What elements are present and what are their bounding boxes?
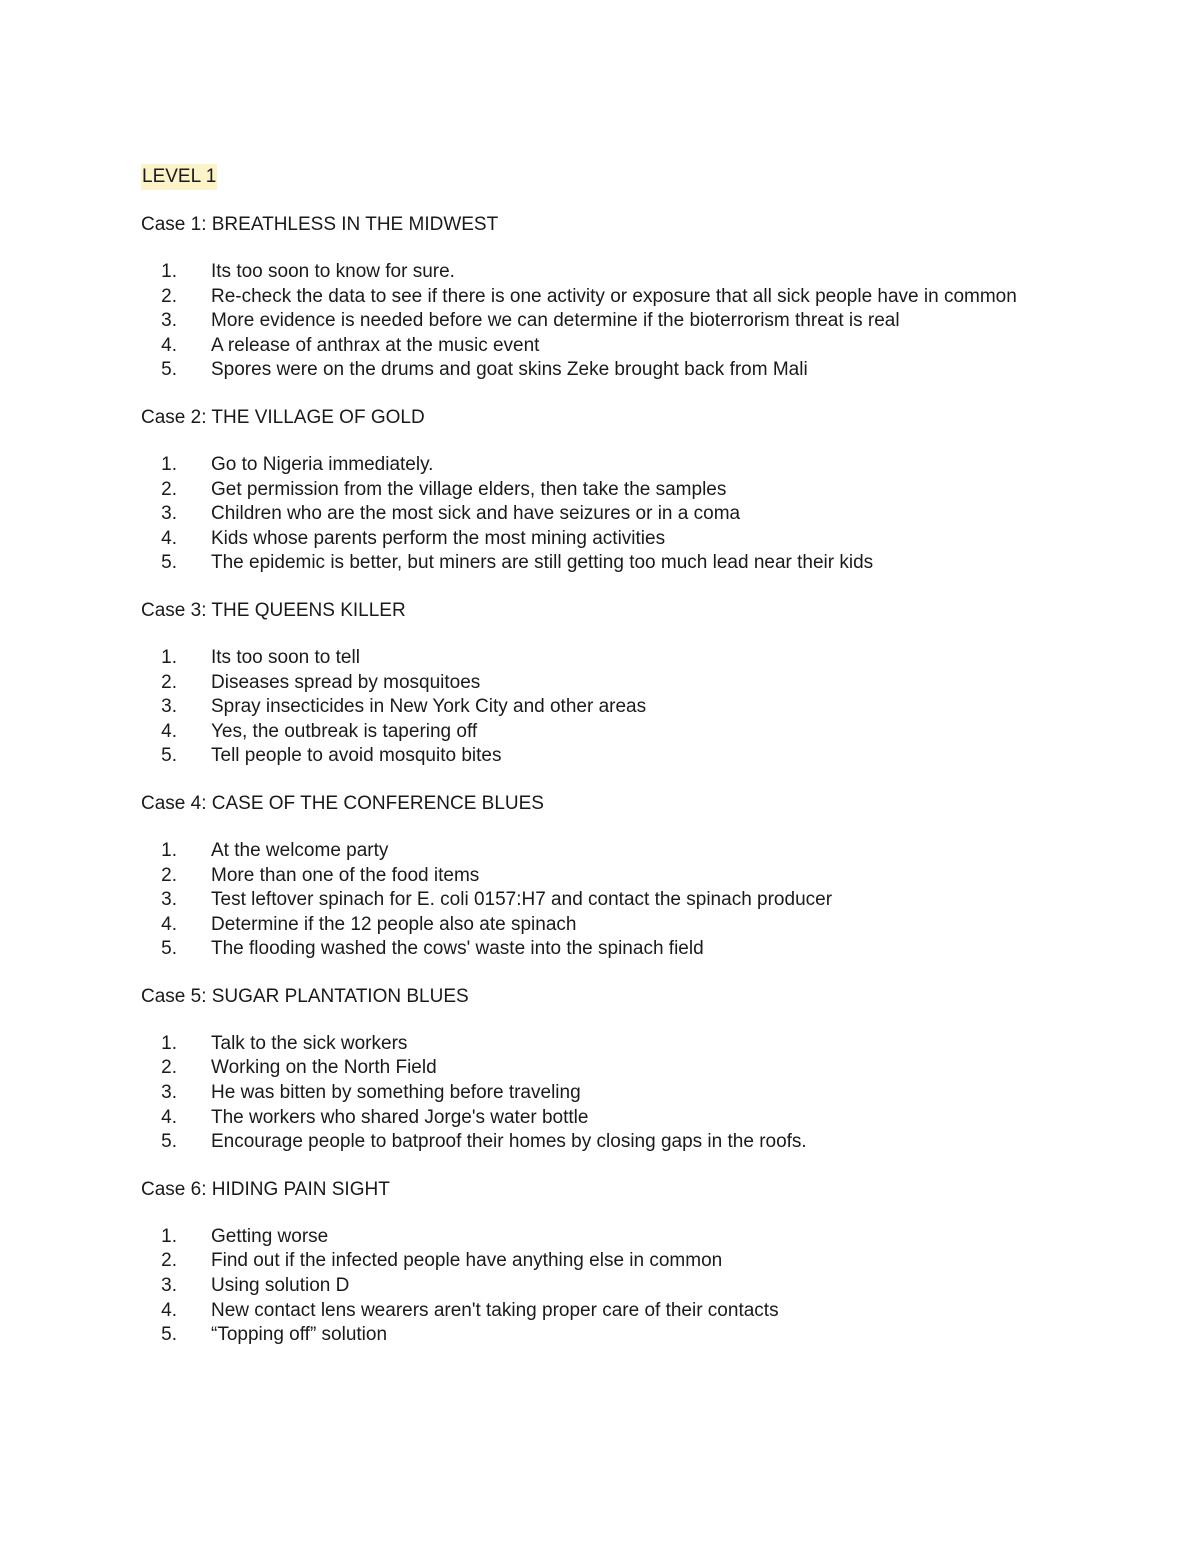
- list-item: [141, 646, 1141, 671]
- list-item: [141, 1032, 1141, 1057]
- list-item-number: 4.: [161, 1299, 177, 1321]
- document-page: [141, 164, 1141, 1348]
- list-item-number: 5.: [161, 745, 177, 767]
- case-block-6: [141, 1177, 1141, 1348]
- list-item-number: 5.: [161, 359, 177, 381]
- list-item: [141, 527, 1141, 552]
- case-block-5: [141, 984, 1141, 1155]
- list-item-text: “Topping off” solution: [211, 1324, 388, 1346]
- list-item: [141, 695, 1141, 720]
- list-item-text: Using solution D: [211, 1275, 350, 1297]
- list-item-text: Spray insecticides in New York City and other areas: [211, 696, 647, 718]
- list-item-number: 3.: [161, 1275, 177, 1297]
- list-item: [141, 260, 1141, 285]
- list-item: [141, 1106, 1141, 1131]
- list-item: [141, 1130, 1141, 1155]
- list-item-number: 4.: [161, 913, 177, 935]
- list-item-number: 1.: [161, 646, 177, 668]
- list-item: [141, 913, 1141, 938]
- case-block-2: [141, 405, 1141, 576]
- list-item-text: Its too soon to know for sure.: [211, 261, 455, 282]
- case-block-1: [141, 212, 1141, 383]
- list-item-text: Talk to the sick workers: [211, 1032, 408, 1054]
- list-item-number: 1.: [161, 1225, 177, 1247]
- list-item-number: 3.: [161, 310, 177, 332]
- list-item: [141, 744, 1141, 769]
- case-heading: Case 2: THE VILLAGE OF GOLD: [141, 406, 425, 428]
- list-item-text: Encourage people to batproof their homes by closing gaps in the roofs.: [211, 1131, 807, 1153]
- list-item-text: Spores were on the drums and goat skins Zeke brought back from Mali: [211, 359, 808, 381]
- case-block-4: [141, 791, 1141, 962]
- list-item-text: Kids whose parents perform the most mining activities: [211, 527, 666, 549]
- answer-list: [141, 1032, 1141, 1155]
- answer-list: [141, 646, 1141, 769]
- list-item-text: The workers who shared Jorge's water bottle: [211, 1106, 589, 1128]
- list-item-number: 1.: [161, 261, 177, 282]
- list-item-number: 5.: [161, 552, 177, 574]
- list-item: [141, 1249, 1141, 1274]
- list-item: [141, 671, 1141, 696]
- list-item: [141, 1225, 1141, 1250]
- list-item: [141, 1323, 1141, 1348]
- list-item-number: 3.: [161, 1082, 177, 1104]
- list-item: [141, 358, 1141, 383]
- list-item-text: A release of anthrax at the music event: [211, 334, 540, 356]
- list-item-text: Test leftover spinach for E. coli 0157:H7 and contact the spinach producer: [211, 889, 833, 911]
- list-item-number: 2.: [161, 285, 177, 307]
- list-item-number: 2.: [161, 671, 177, 693]
- list-item-text: More than one of the food items: [211, 864, 480, 886]
- list-item: [141, 309, 1141, 334]
- case-heading: Case 5: SUGAR PLANTATION BLUES: [141, 985, 469, 1007]
- case-heading: Case 4: CASE OF THE CONFERENCE BLUES: [141, 792, 544, 814]
- answer-list: [141, 453, 1141, 576]
- list-item-number: 4.: [161, 720, 177, 742]
- list-item: [141, 839, 1141, 864]
- case-heading: Case 6: HIDING PAIN SIGHT: [141, 1178, 390, 1200]
- list-item: [141, 720, 1141, 745]
- list-item-text: Go to Nigeria immediately.: [211, 453, 434, 475]
- list-item-text: Get permission from the village elders, then take the samples: [211, 478, 727, 500]
- list-item: [141, 1056, 1141, 1081]
- list-item-number: 5.: [161, 1131, 177, 1153]
- answer-list: [141, 839, 1141, 962]
- list-item-number: 5.: [161, 938, 177, 960]
- answer-list: [141, 260, 1141, 383]
- list-item-number: 2.: [161, 1250, 177, 1272]
- list-item: [141, 478, 1141, 503]
- list-item: [141, 1274, 1141, 1299]
- list-item-number: 4.: [161, 527, 177, 549]
- list-item-number: 5.: [161, 1324, 177, 1346]
- list-item: [141, 285, 1141, 310]
- level-title: LEVEL 1: [141, 164, 217, 190]
- list-item: [141, 1299, 1141, 1324]
- list-item-number: 3.: [161, 503, 177, 525]
- list-item-text: Find out if the infected people have anything else in common: [211, 1250, 723, 1272]
- list-item-number: 1.: [161, 453, 177, 475]
- list-item-text: At the welcome party: [211, 839, 389, 861]
- list-item-text: More evidence is needed before we can determine if the bioterrorism threat is real: [211, 310, 900, 332]
- list-item-text: Getting worse: [211, 1225, 329, 1247]
- list-item-number: 1.: [161, 839, 177, 861]
- list-item-number: 1.: [161, 1032, 177, 1054]
- list-item-text: Determine if the 12 people also ate spinach: [211, 913, 577, 935]
- case-heading: Case 3: THE QUEENS KILLER: [141, 599, 406, 621]
- list-item: [141, 937, 1141, 962]
- list-item-number: 2.: [161, 864, 177, 886]
- list-item-text: Children who are the most sick and have seizures or in a coma: [211, 503, 741, 525]
- list-item-number: 2.: [161, 478, 177, 500]
- list-item-text: Working on the North Field: [211, 1057, 437, 1079]
- list-item: [141, 453, 1141, 478]
- list-item: [141, 888, 1141, 913]
- list-item-number: 4.: [161, 334, 177, 356]
- cases-list: [141, 212, 1141, 1348]
- list-item-text: Diseases spread by mosquitoes: [211, 671, 481, 693]
- list-item-text: Re-check the data to see if there is one activity or exposure that all sick people have in common: [211, 285, 1017, 307]
- case-heading: Case 1: BREATHLESS IN THE MIDWEST: [141, 214, 499, 235]
- list-item: [141, 334, 1141, 359]
- list-item-text: New contact lens wearers aren't taking proper care of their contacts: [211, 1299, 779, 1321]
- list-item-text: Its too soon to tell: [211, 646, 360, 668]
- case-block-3: [141, 598, 1141, 769]
- list-item-number: 3.: [161, 889, 177, 911]
- list-item: [141, 864, 1141, 889]
- list-item: [141, 551, 1141, 576]
- list-item-text: The flooding washed the cows' waste into the spinach field: [211, 938, 704, 960]
- list-item-text: Tell people to avoid mosquito bites: [211, 745, 502, 767]
- list-item-text: Yes, the outbreak is tapering off: [211, 720, 478, 742]
- list-item-text: He was bitten by something before traveling: [211, 1082, 581, 1104]
- list-item: [141, 502, 1141, 527]
- list-item-number: 3.: [161, 696, 177, 718]
- list-item: [141, 1081, 1141, 1106]
- answer-list: [141, 1225, 1141, 1348]
- list-item-number: 2.: [161, 1057, 177, 1079]
- list-item-text: The epidemic is better, but miners are still getting too much lead near their kids: [211, 552, 874, 574]
- list-item-number: 4.: [161, 1106, 177, 1128]
